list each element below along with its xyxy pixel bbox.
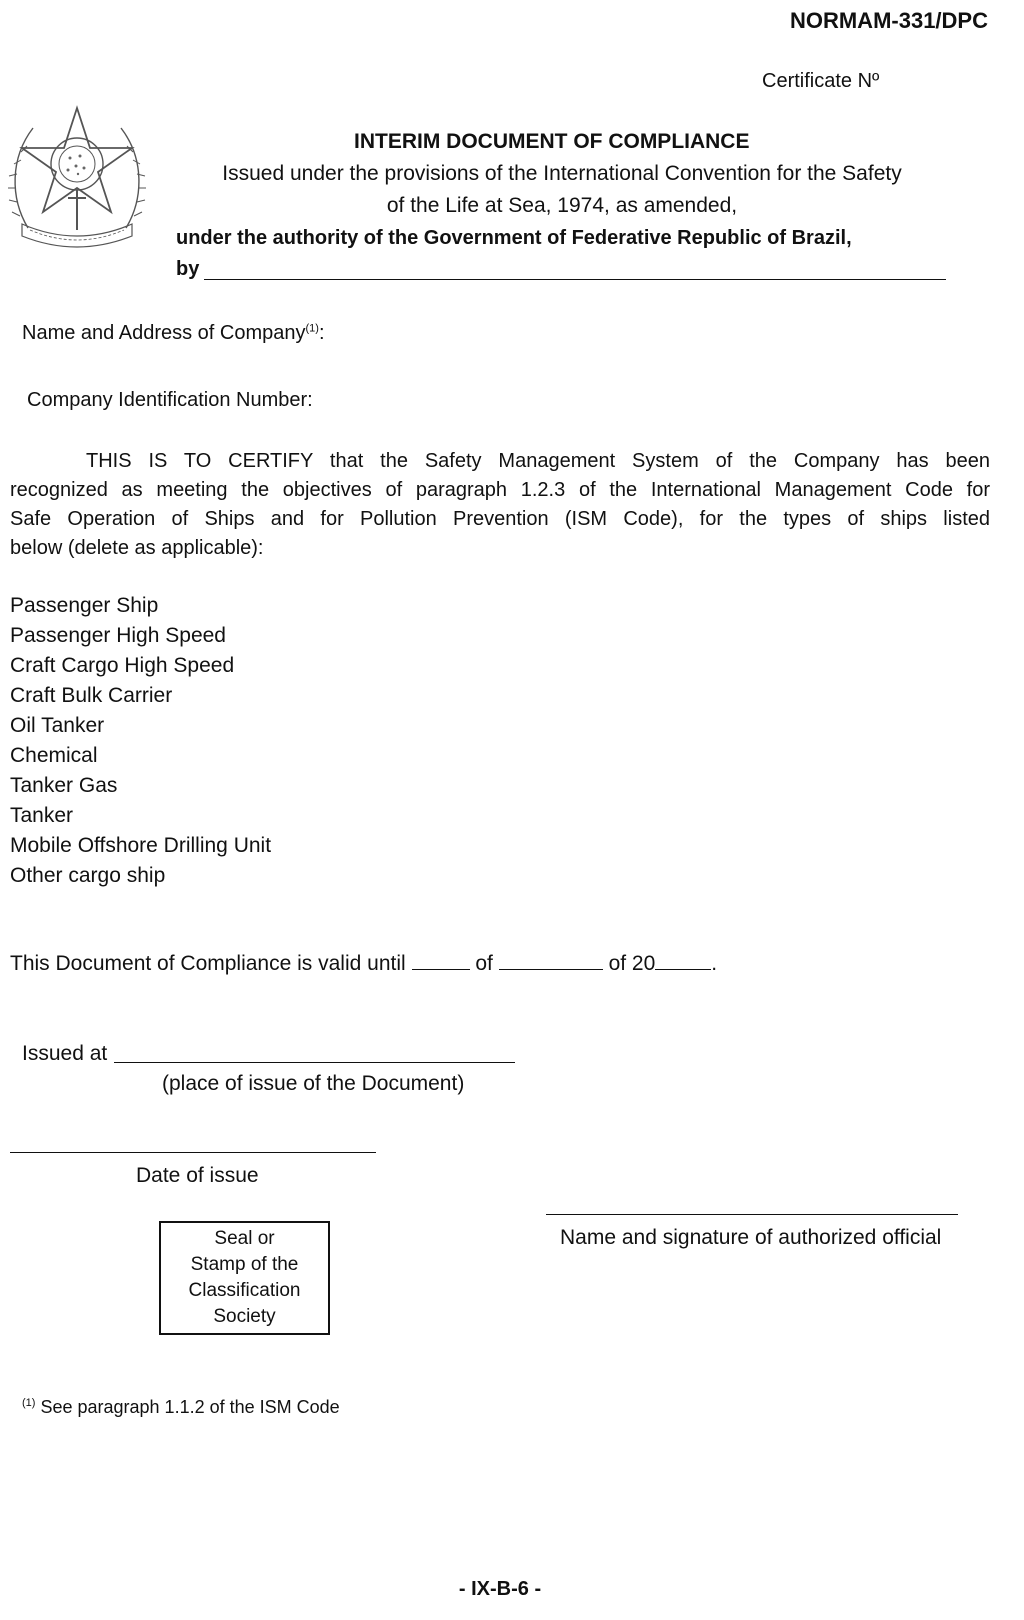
title-provisions-line-1: Issued under the provisions of the International Convention for the Safety [222,162,902,185]
certify-line-3: Safe Operation of Ships and for Pollution Prevention (ISM Code), for the types of ships listed [10,508,990,530]
norm-reference: NORMAM-331/DPC [789,8,988,33]
validity-of-2: of 20 [608,952,656,975]
list-item: Oil Tanker [10,714,105,737]
validity-month-blank [499,968,603,970]
footnote-marker: (1) [22,1397,36,1409]
by-blank-line [204,279,946,280]
issued-at-label: Issued at [22,1042,108,1065]
list-item: Passenger High Speed [10,624,226,647]
by-label: by [176,258,200,280]
seal-box [159,1221,330,1335]
issued-at-blank-line [114,1062,515,1063]
company-name-label [22,320,325,346]
company-name-colon: : [318,322,325,344]
list-item: Craft Cargo High Speed [10,654,235,677]
validity-prefix: This Document of Compliance is valid until [10,952,406,975]
place-of-issue-caption: (place of issue of the Document) [162,1072,465,1095]
validity-day-blank [412,968,470,970]
list-item: Other cargo ship [10,864,166,887]
list-item: Tanker [10,804,74,827]
certify-line-4: below (delete as applicable): [10,537,264,559]
company-name-footnote-marker: (1) [305,322,319,335]
title-provisions-line-2: of the Life at Sea, 1974, as amended, [386,194,738,217]
seal-line-1: Seal or [214,1228,275,1249]
certificate-number-label: Certificate Nº [762,70,880,92]
seal-line-2: Stamp of the [190,1254,299,1275]
validity-year-blank [655,968,711,970]
seal-line-4: Society [213,1306,276,1327]
company-id-label: Company Identification Number: [27,389,313,411]
footnote [22,1396,340,1418]
title-authority: under the authority of the Government of Federative Republic of Brazil, [176,227,852,249]
brazil-coat-of-arms-icon [8,98,146,258]
certify-paragraph [10,447,990,563]
date-of-issue-caption: Date of issue [136,1164,259,1187]
certify-line-2: recognized as meeting the objectives of paragraph 1.2.3 of the International Management Code for [10,479,990,501]
footnote-text: See paragraph 1.1.2 of the ISM Code [40,1397,340,1417]
certify-line-1: THIS IS TO CERTIFY that the Safety Management System of the Company has been [86,450,990,472]
validity-statement [10,951,717,977]
page-number: - IX-B-6 - [458,1578,542,1600]
ship-types-list [10,591,271,891]
list-item: Tanker Gas [10,774,118,797]
validity-of-1: of [475,952,493,975]
document-title: INTERIM DOCUMENT OF COMPLIANCE [354,130,750,153]
seal-line-3: Classification [188,1280,301,1301]
list-item: Craft Bulk Carrier [10,684,173,707]
date-of-issue-line [10,1152,376,1153]
list-item: Mobile Offshore Drilling Unit [10,834,272,857]
validity-period: . [711,952,718,975]
signature-line [546,1214,958,1215]
list-item: Passenger Ship [10,594,159,617]
coat-of-arms [8,98,146,258]
company-name-text: Name and Address of Company [22,322,306,344]
signature-caption: Name and signature of authorized official [560,1226,942,1249]
list-item: Chemical [10,744,98,767]
